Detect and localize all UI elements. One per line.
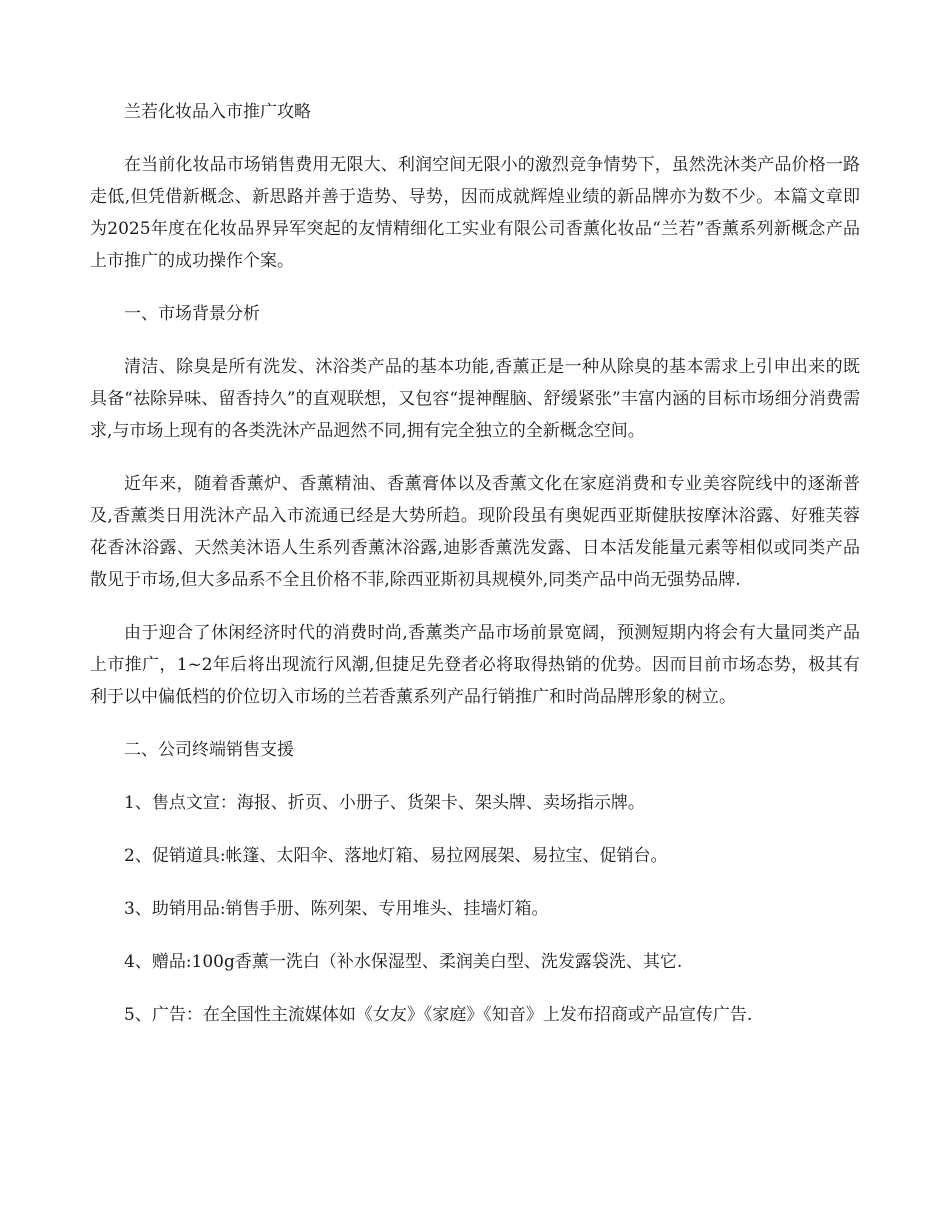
section-heading-sales-support: 二、公司终端销售支援	[124, 740, 294, 760]
intro-paragraph: 在当前化妆品市场销售费用无限大、利润空间无限小的激烈竞争情势下，虽然洗沐类产品价格一路走低,但凭借新概念、新思路并善于造势、导势，因而成就辉煌业绩的新品牌亦为数不少。本篇文章即为2025年度在化妆品界异军突起的友情精细化工实业有限公司香薰化妆品“兰若”香薰系列新概念产品上市推广的成功操作个案。	[90, 155, 860, 271]
market-background-paragraph-1: 清洁、除臭是所有洗发、沐浴类产品的基本功能,香薰正是一种从除臭的基本需求上引申出来的既具备“祛除异味、留香持久”的直观联想，又包容“提神醒脑、舒缓紧张”丰富内涵的目标市场细分消费需求,与市场上现有的各类洗沐产品迥然不同,拥有完全独立的全新概念空间。	[90, 357, 860, 441]
document-title: 兰若化妆品入市推广攻略	[124, 102, 311, 122]
support-item-promo-props: 2、促销道具:帐篷、太阳伞、落地灯箱、易拉网展架、易拉宝、促销台。	[124, 846, 668, 866]
section-heading-market-background: 一、市场背景分析	[124, 304, 260, 324]
market-background-paragraph-2: 近年来，随着香薰炉、香薰精油、香薰膏体以及香薰文化在家庭消费和专业美容院线中的逐渐普及,香薰类日用洗沐产品入市流通已经是大势所趋。现阶段虽有奥妮西亚斯健肤按摩沐浴露、好雅芙蓉花香沐浴露、天然美沐语人生系列香薰沐浴露,迪影香薰洗发露、日本活发能量元素等相似或同类产品散见于市场,但大多品系不全且价格不菲,除西亚斯初具规模外,同类产品中尚无强势品牌.	[90, 474, 860, 590]
market-background-paragraph-3: 由于迎合了休闲经济时代的消费时尚,香薰类产品市场前景宽阔，预测短期内将会有大量同类产品上市推广，1~2年后将出现流行风潮,但捷足先登者必将取得热销的优势。因而目前市场态势，极其有利于以中偏低档的价位切入市场的兰若香薰系列产品行销推广和时尚品牌形象的树立。	[90, 623, 860, 707]
support-item-advertising: 5、广告：在全国性主流媒体如《女友》《家庭》《知音》上发布招商或产品宣传广告.	[124, 1005, 753, 1025]
support-item-sales-aids: 3、助销用品:销售手册、陈列架、专用堆头、挂墙灯箱。	[124, 899, 549, 919]
document-page	[90, 96, 860, 1052]
support-item-gifts: 4、赠品:100g香薰一洗白（补水保湿型、柔润美白型、洗发露袋洗、其它.	[124, 952, 683, 972]
support-item-pos-materials: 1、售点文宣：海报、折页、小册子、货架卡、架头牌、卖场指示牌。	[124, 793, 645, 813]
